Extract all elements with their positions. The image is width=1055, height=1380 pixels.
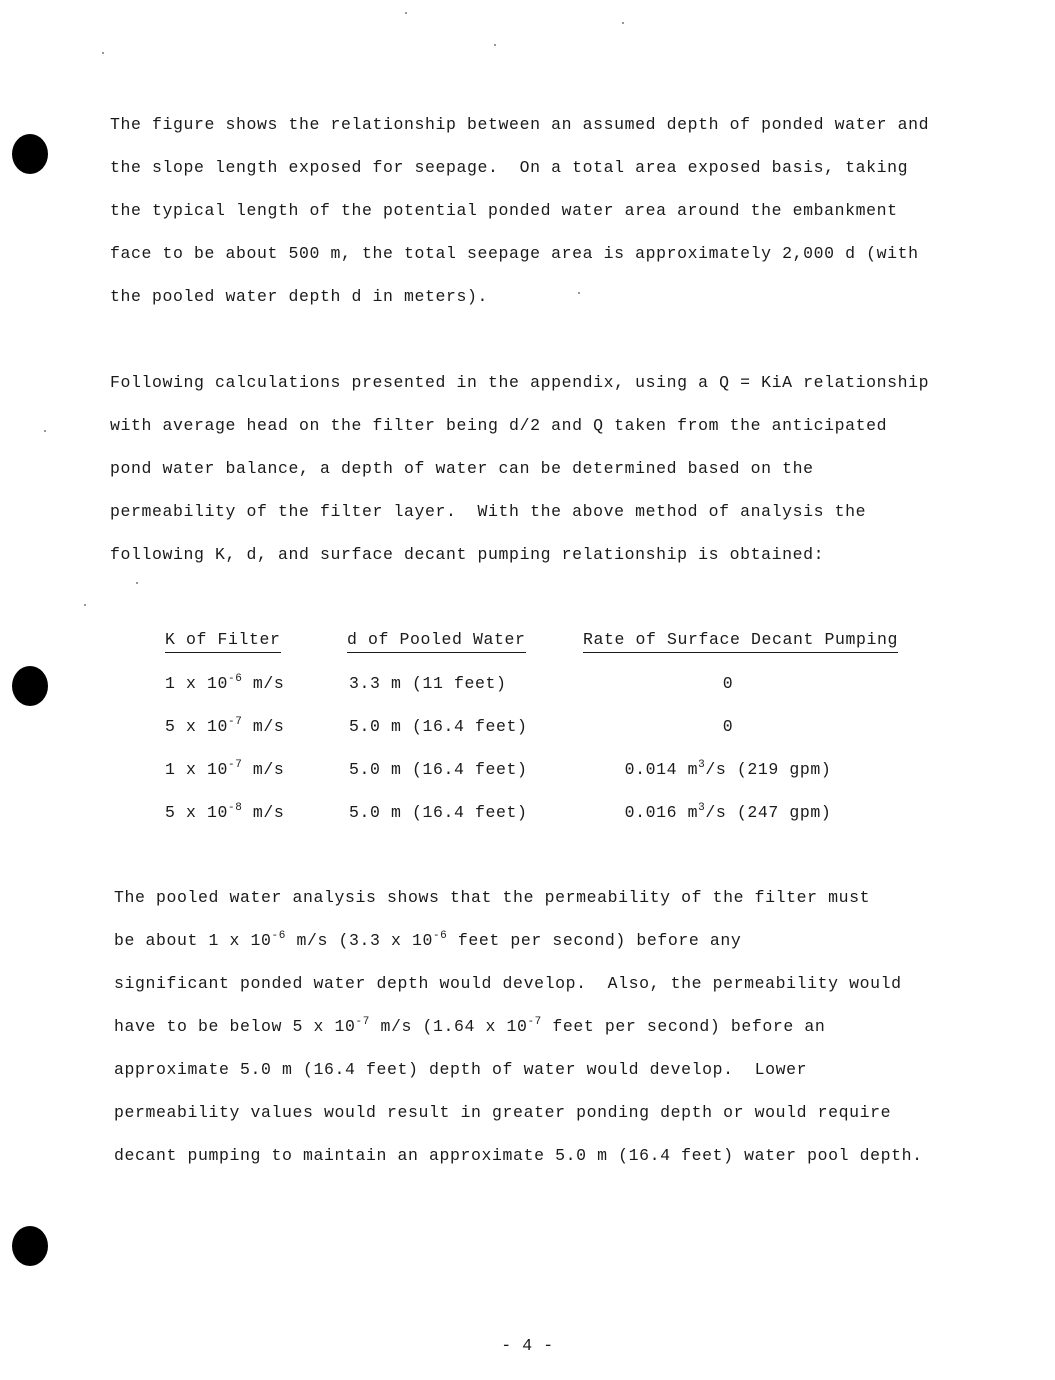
text-line: Following calculations presented in the appendix, using a Q = KiA relationship [110, 373, 930, 392]
text-line: following K, d, and surface decant pumping relationship is obtained: [110, 545, 825, 564]
text-line: the slope length exposed for seepage. On a total area exposed basis, taking [110, 158, 909, 177]
rate-value: 0.014 m [624, 760, 699, 779]
paragraph-calculations [110, 361, 970, 576]
k-base: 1 x 10 [165, 760, 229, 779]
text-span: have to be below 5 x 10 [114, 1017, 356, 1036]
text-line: face to be about 500 m, the total seepage area is approximately 2,000 d (with [110, 244, 919, 263]
exponent: -7 [527, 1016, 542, 1028]
table-cell-depth: 5.0 m (16.4 feet) [349, 717, 528, 736]
rate-unit: /s (247 gpm) [705, 803, 832, 822]
text-line: significant ponded water depth would develop. Also, the permeability would [114, 974, 902, 993]
k-unit: m/s [242, 803, 285, 822]
table-cell-k [165, 715, 284, 739]
text-span: m/s (1.64 x 10 [369, 1017, 528, 1036]
column-header-decant-pumping-rate: Rate of Surface Decant Pumping [583, 628, 898, 653]
scan-speck [102, 52, 104, 54]
k-unit: m/s [242, 717, 285, 736]
scan-speck [494, 44, 496, 46]
table-cell-rate [568, 715, 888, 739]
text-span: feet per second) before an [541, 1017, 826, 1036]
text-line: the pooled water depth d in meters). [110, 287, 489, 306]
scan-speck [84, 604, 86, 606]
text-line: the typical length of the potential ponded water area around the embankment [110, 201, 898, 220]
text-line: The figure shows the relationship between an assumed depth of ponded water and [110, 115, 930, 134]
scan-speck [136, 582, 138, 584]
k-base: 5 x 10 [165, 803, 229, 822]
text-line: with average head on the filter being d/2 and Q taken from the anticipated [110, 416, 888, 435]
exponent: -6 [432, 930, 448, 942]
text-line: decant pumping to maintain an approximate 5.0 m (16.4 feet) water pool depth. [114, 1146, 923, 1165]
table-cell-rate [568, 801, 888, 825]
k-exponent: -7 [228, 759, 243, 771]
table-cell-rate [568, 672, 888, 696]
table-cell-depth: 5.0 m (16.4 feet) [349, 760, 528, 779]
exponent: -6 [271, 930, 286, 942]
k-unit: m/s [242, 674, 285, 693]
rate-unit: /s (219 gpm) [705, 760, 832, 779]
text-line [114, 919, 974, 962]
k-unit: m/s [242, 760, 285, 779]
scan-speck [405, 12, 407, 14]
k-exponent: -7 [228, 716, 243, 728]
column-header-k-of-filter: K of Filter [165, 628, 281, 653]
text-line [114, 1005, 974, 1048]
text-span: m/s (3.3 x 10 [285, 931, 433, 950]
text-line: permeability of the filter layer. With the above method of analysis the [110, 502, 867, 521]
scan-speck [44, 430, 46, 432]
table-cell-rate [568, 758, 888, 782]
scan-speck [622, 22, 624, 24]
paragraph-seepage-area [110, 103, 970, 318]
punch-hole-top [12, 134, 48, 174]
text-line: approximate 5.0 m (16.4 feet) depth of water would develop. Lower [114, 1060, 808, 1079]
k-exponent: -6 [228, 673, 243, 685]
punch-hole-middle [12, 666, 48, 706]
text-line: pond water balance, a depth of water can be determined based on the [110, 459, 814, 478]
table-cell-k [165, 801, 284, 825]
table-cell-k [165, 672, 284, 696]
rate-exponent: 3 [698, 802, 706, 814]
rate-value: 0 [722, 674, 734, 693]
column-header-pooled-water-depth: d of Pooled Water [347, 628, 526, 653]
table-cell-depth: 5.0 m (16.4 feet) [349, 803, 528, 822]
k-exponent: -8 [228, 802, 243, 814]
punch-hole-bottom [12, 1226, 48, 1266]
rate-value: 0.016 m [624, 803, 699, 822]
k-base: 5 x 10 [165, 717, 229, 736]
k-base: 1 x 10 [165, 674, 229, 693]
text-line: permeability values would result in greater ponding depth or would require [114, 1103, 892, 1122]
exponent: -7 [355, 1016, 370, 1028]
rate-value: 0 [722, 717, 734, 736]
rate-exponent: 3 [698, 759, 706, 771]
table-cell-depth: 3.3 m (11 feet) [349, 674, 507, 693]
text-span: feet per second) before any [447, 931, 742, 950]
text-line: The pooled water analysis shows that the permeability of the filter must [114, 888, 871, 907]
page-number: - 4 - [501, 1336, 554, 1355]
text-span: be about 1 x 10 [114, 931, 272, 950]
table-cell-k [165, 758, 284, 782]
paragraph-analysis-conclusion [114, 876, 974, 1177]
